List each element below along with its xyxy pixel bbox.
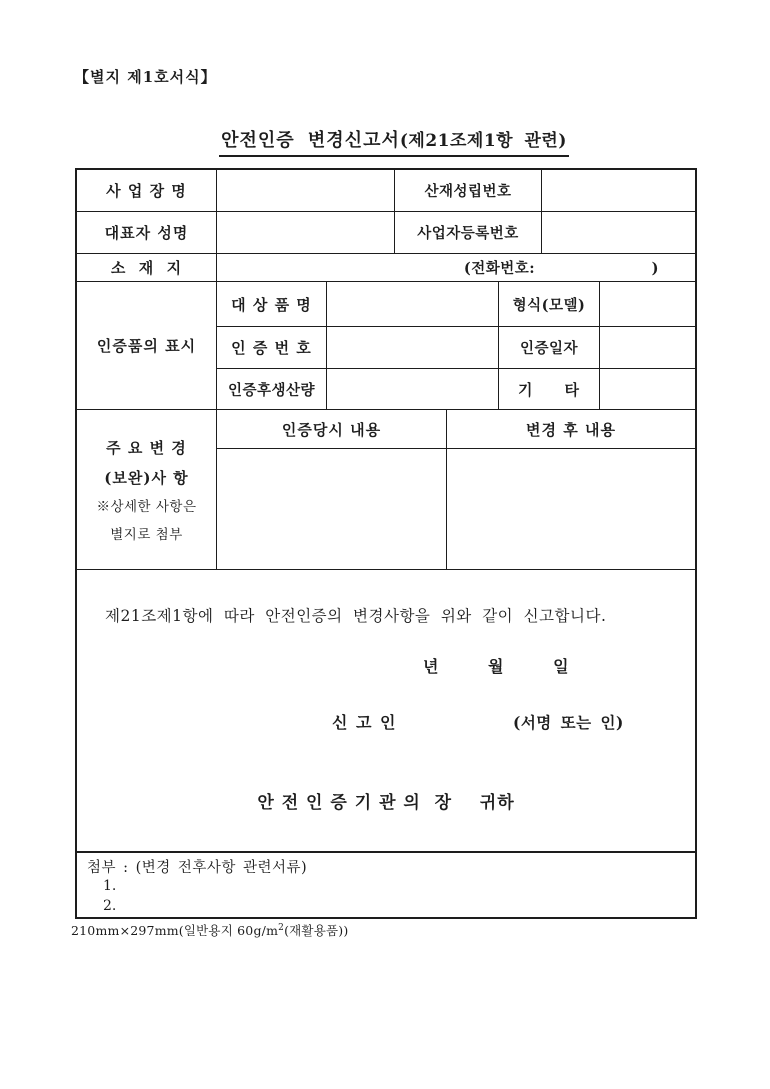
certified-product-section bbox=[77, 282, 695, 410]
representative-name-label-cell bbox=[77, 212, 217, 253]
major-changes-section bbox=[77, 410, 695, 570]
certification-number-input-cell[interactable] bbox=[327, 327, 499, 368]
form-title-suffix: (제21조제1항 관련) bbox=[399, 131, 567, 151]
certification-date-label: 인증일자 bbox=[519, 340, 579, 357]
paper-size-note-sup: 2 bbox=[278, 922, 285, 933]
paper-size-note-pre: 210mm×297mm(일반용지 60g/m bbox=[71, 923, 279, 938]
major-changes-body-row bbox=[217, 449, 695, 569]
major-changes-label-line1: 주 요 변 경 bbox=[106, 438, 187, 457]
certification-number-label: 인 증 번 호 bbox=[231, 339, 312, 357]
model-type-label: 형식(모델) bbox=[512, 296, 586, 314]
business-registration-number-label: 사업자등록번호 bbox=[417, 225, 519, 242]
recipient-row bbox=[77, 788, 695, 813]
declaration-section bbox=[77, 570, 695, 853]
form-number-label: 【별지 제1호서식】 bbox=[74, 68, 217, 86]
form-title-underline bbox=[219, 126, 569, 157]
declarant-label: 신 고 인 bbox=[332, 713, 398, 732]
etc-label-cell bbox=[499, 369, 600, 409]
post-certification-production-input-cell[interactable] bbox=[327, 369, 499, 409]
accident-insurance-number-label: 산재성립번호 bbox=[424, 183, 512, 200]
certification-number-label-cell bbox=[217, 327, 327, 368]
before-change-header-cell bbox=[217, 410, 447, 448]
month-label: 월 bbox=[488, 657, 504, 676]
model-type-label-cell bbox=[499, 282, 600, 326]
target-product-name-input-cell[interactable] bbox=[327, 282, 499, 326]
business-name-input-cell[interactable] bbox=[217, 170, 395, 211]
target-product-name-label: 대 상 품 명 bbox=[231, 295, 312, 314]
day-label: 일 bbox=[553, 657, 569, 676]
attachment-label: 첨부 : (변경 전후사항 관련서류) bbox=[87, 860, 308, 876]
attachment-item-2: 2. bbox=[103, 898, 117, 914]
target-product-name-label-cell bbox=[217, 282, 327, 326]
certification-date-input-cell[interactable] bbox=[600, 327, 695, 368]
post-certification-production-label: 인증후생산량 bbox=[227, 381, 316, 399]
business-name-row bbox=[77, 170, 695, 212]
form-title bbox=[0, 126, 770, 157]
major-changes-content bbox=[217, 410, 695, 569]
before-change-input-cell[interactable] bbox=[217, 449, 447, 569]
etc-input-cell[interactable] bbox=[600, 369, 695, 409]
attachment-item-1: 1. bbox=[103, 878, 117, 894]
address-input-cell[interactable] bbox=[217, 254, 695, 281]
address-label: 소 재 지 bbox=[110, 259, 183, 277]
representative-name-input-cell[interactable] bbox=[217, 212, 395, 253]
target-product-row bbox=[217, 282, 695, 327]
model-type-input-cell[interactable] bbox=[600, 282, 695, 326]
year-label: 년 bbox=[423, 657, 439, 676]
representative-row bbox=[77, 212, 695, 254]
major-changes-header-row bbox=[217, 410, 695, 449]
paper-size-note-post: (재활용품)) bbox=[284, 923, 349, 938]
address-row bbox=[77, 254, 695, 282]
application-table bbox=[75, 168, 697, 919]
representative-name-label: 대표자 성명 bbox=[104, 224, 189, 242]
major-changes-note-line1: ※상세한 사항은 bbox=[96, 498, 197, 515]
after-change-header: 변경 후 내용 bbox=[526, 420, 616, 439]
after-change-header-cell bbox=[447, 410, 695, 448]
address-label-cell bbox=[77, 254, 217, 281]
after-change-input-cell[interactable] bbox=[447, 449, 695, 569]
certification-date-label-cell bbox=[499, 327, 600, 368]
certified-product-group-label-cell bbox=[77, 282, 217, 409]
etc-label: 기 타 bbox=[517, 380, 581, 399]
major-changes-label-line2: (보완)사 항 bbox=[104, 468, 189, 487]
before-change-header: 인증당시 내용 bbox=[281, 420, 382, 439]
paper-size-note bbox=[71, 921, 348, 939]
business-registration-number-input-cell[interactable] bbox=[542, 212, 695, 253]
declaration-statement: 제21조제1항에 따라 안전인증의 변경사항을 위와 같이 신고합니다. bbox=[105, 607, 607, 625]
major-changes-note-line2: 별지로 첨부 bbox=[110, 526, 183, 543]
signature-or-seal-note: (서명 또는 인) bbox=[513, 713, 624, 732]
business-registration-number-label-cell bbox=[395, 212, 542, 253]
business-name-label-cell bbox=[77, 170, 217, 211]
certification-number-row bbox=[217, 327, 695, 369]
attachment-section bbox=[77, 853, 695, 917]
business-name-label: 사 업 장 명 bbox=[106, 182, 187, 200]
major-changes-group-label-cell bbox=[77, 410, 217, 569]
post-certification-production-label-cell bbox=[217, 369, 327, 409]
phone-number-label: (전화번호: ) bbox=[463, 260, 659, 277]
form-title-main: 안전인증 변경신고서 bbox=[221, 130, 400, 151]
post-certification-production-row bbox=[217, 369, 695, 409]
date-line bbox=[423, 654, 569, 677]
certified-product-group-label: 인증품의 표시 bbox=[96, 337, 197, 355]
certified-product-rows bbox=[217, 282, 695, 409]
accident-insurance-number-label-cell bbox=[395, 170, 542, 211]
recipient-line: 안 전 인 증 기 관 의 장 귀하 bbox=[257, 793, 515, 813]
accident-insurance-number-input-cell[interactable] bbox=[542, 170, 695, 211]
